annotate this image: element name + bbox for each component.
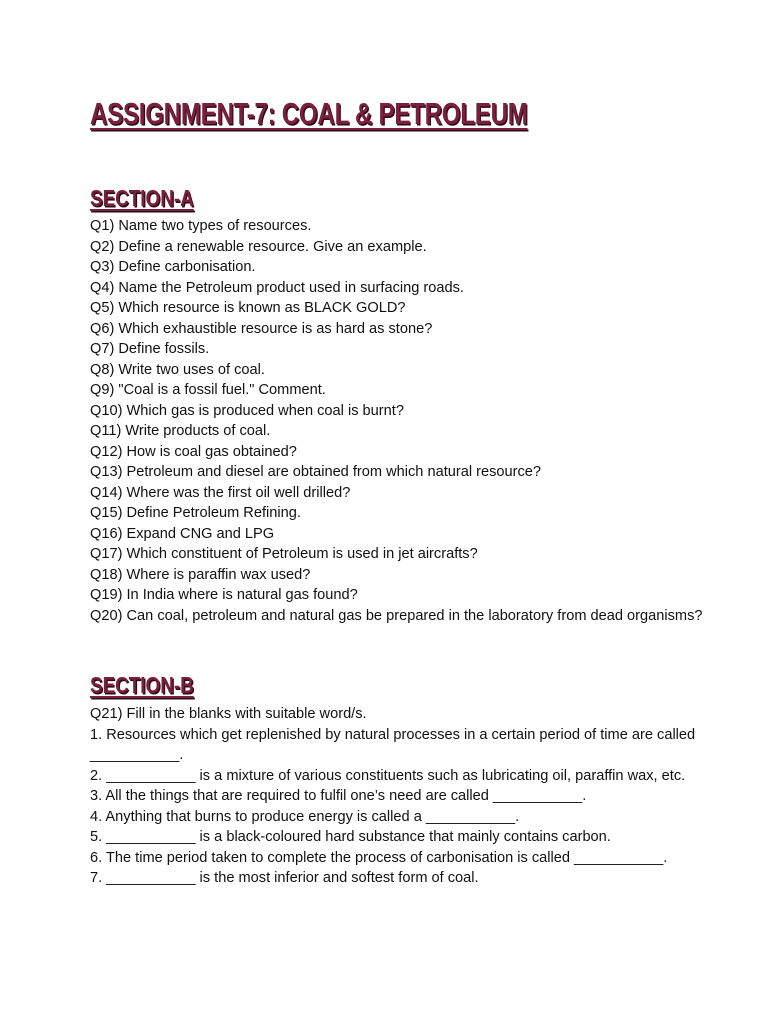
- section-a-questions: [90, 216, 710, 626]
- question-item: Q3) Define carbonisation.: [90, 259, 256, 275]
- question-item: 5. ___________ is a black-coloured hard substance that mainly contains carbon.: [90, 829, 611, 845]
- question-item: Q8) Write two uses of coal.: [90, 361, 265, 378]
- question-item: Q20) Can coal, petroleum and natural gas be prepared in the laboratory from dead organisms?: [90, 607, 703, 624]
- question-item: Q11) Write products of coal.: [90, 423, 271, 439]
- question-item: Q12) How is coal gas obtained?: [90, 443, 297, 460]
- question-item: Q10) Which gas is produced when coal is burnt?: [90, 402, 404, 419]
- section-b-heading: SECTION-B: [90, 672, 194, 698]
- question-item: Q13) Petroleum and diesel are obtained from which natural resource?: [90, 464, 542, 480]
- question-item: Q9) "Coal is a fossil fuel." Comment.: [90, 382, 326, 398]
- question-item: Q7) Define fossils.: [90, 341, 210, 357]
- question-item: Q19) In India where is natural gas found?: [90, 587, 358, 603]
- document-title: ASSIGNMENT-7: COAL & PETROLEUM: [90, 96, 528, 131]
- question-item: 7. ___________ is the most inferior and softest form of coal.: [90, 870, 479, 886]
- question-item: Q4) Name the Petroleum product used in surfacing roads.: [90, 279, 464, 296]
- question-item: 3. All the things that are required to fulfil one’s need are called ___________.: [90, 788, 587, 804]
- question-item: Q14) Where was the first oil well drilled?: [90, 484, 351, 501]
- question-item: Q2) Define a renewable resource. Give an example.: [90, 238, 427, 255]
- question-item: Q1) Name two types of resources.: [90, 218, 312, 234]
- question-item: 2. ___________ is a mixture of various constituents such as lubricating oil, paraffin wax, etc.: [90, 767, 686, 784]
- question-item: 1. Resources which get replenished by natural processes in a certain period of time are called ___________.: [90, 726, 696, 763]
- question-item: 4. Anything that burns to produce energy is called a ___________.: [90, 808, 520, 825]
- question-item: Q21) Fill in the blanks with suitable word/s.: [90, 706, 367, 722]
- section-a-heading: SECTION-A: [90, 185, 194, 211]
- question-item: 6. The time period taken to complete the process of carbonisation is called ___________.: [90, 849, 668, 866]
- question-item: Q15) Define Petroleum Refining.: [90, 505, 301, 521]
- question-item: Q6) Which exhaustible resource is as hard as stone?: [90, 320, 433, 337]
- question-item: Q17) Which constituent of Petroleum is used in jet aircrafts?: [90, 546, 478, 562]
- question-item: Q5) Which resource is known as BLACK GOLD?: [90, 300, 406, 316]
- question-item: Q16) Expand CNG and LPG: [90, 525, 275, 542]
- question-item: Q18) Where is paraffin wax used?: [90, 566, 311, 583]
- section-b-questions: [90, 704, 710, 889]
